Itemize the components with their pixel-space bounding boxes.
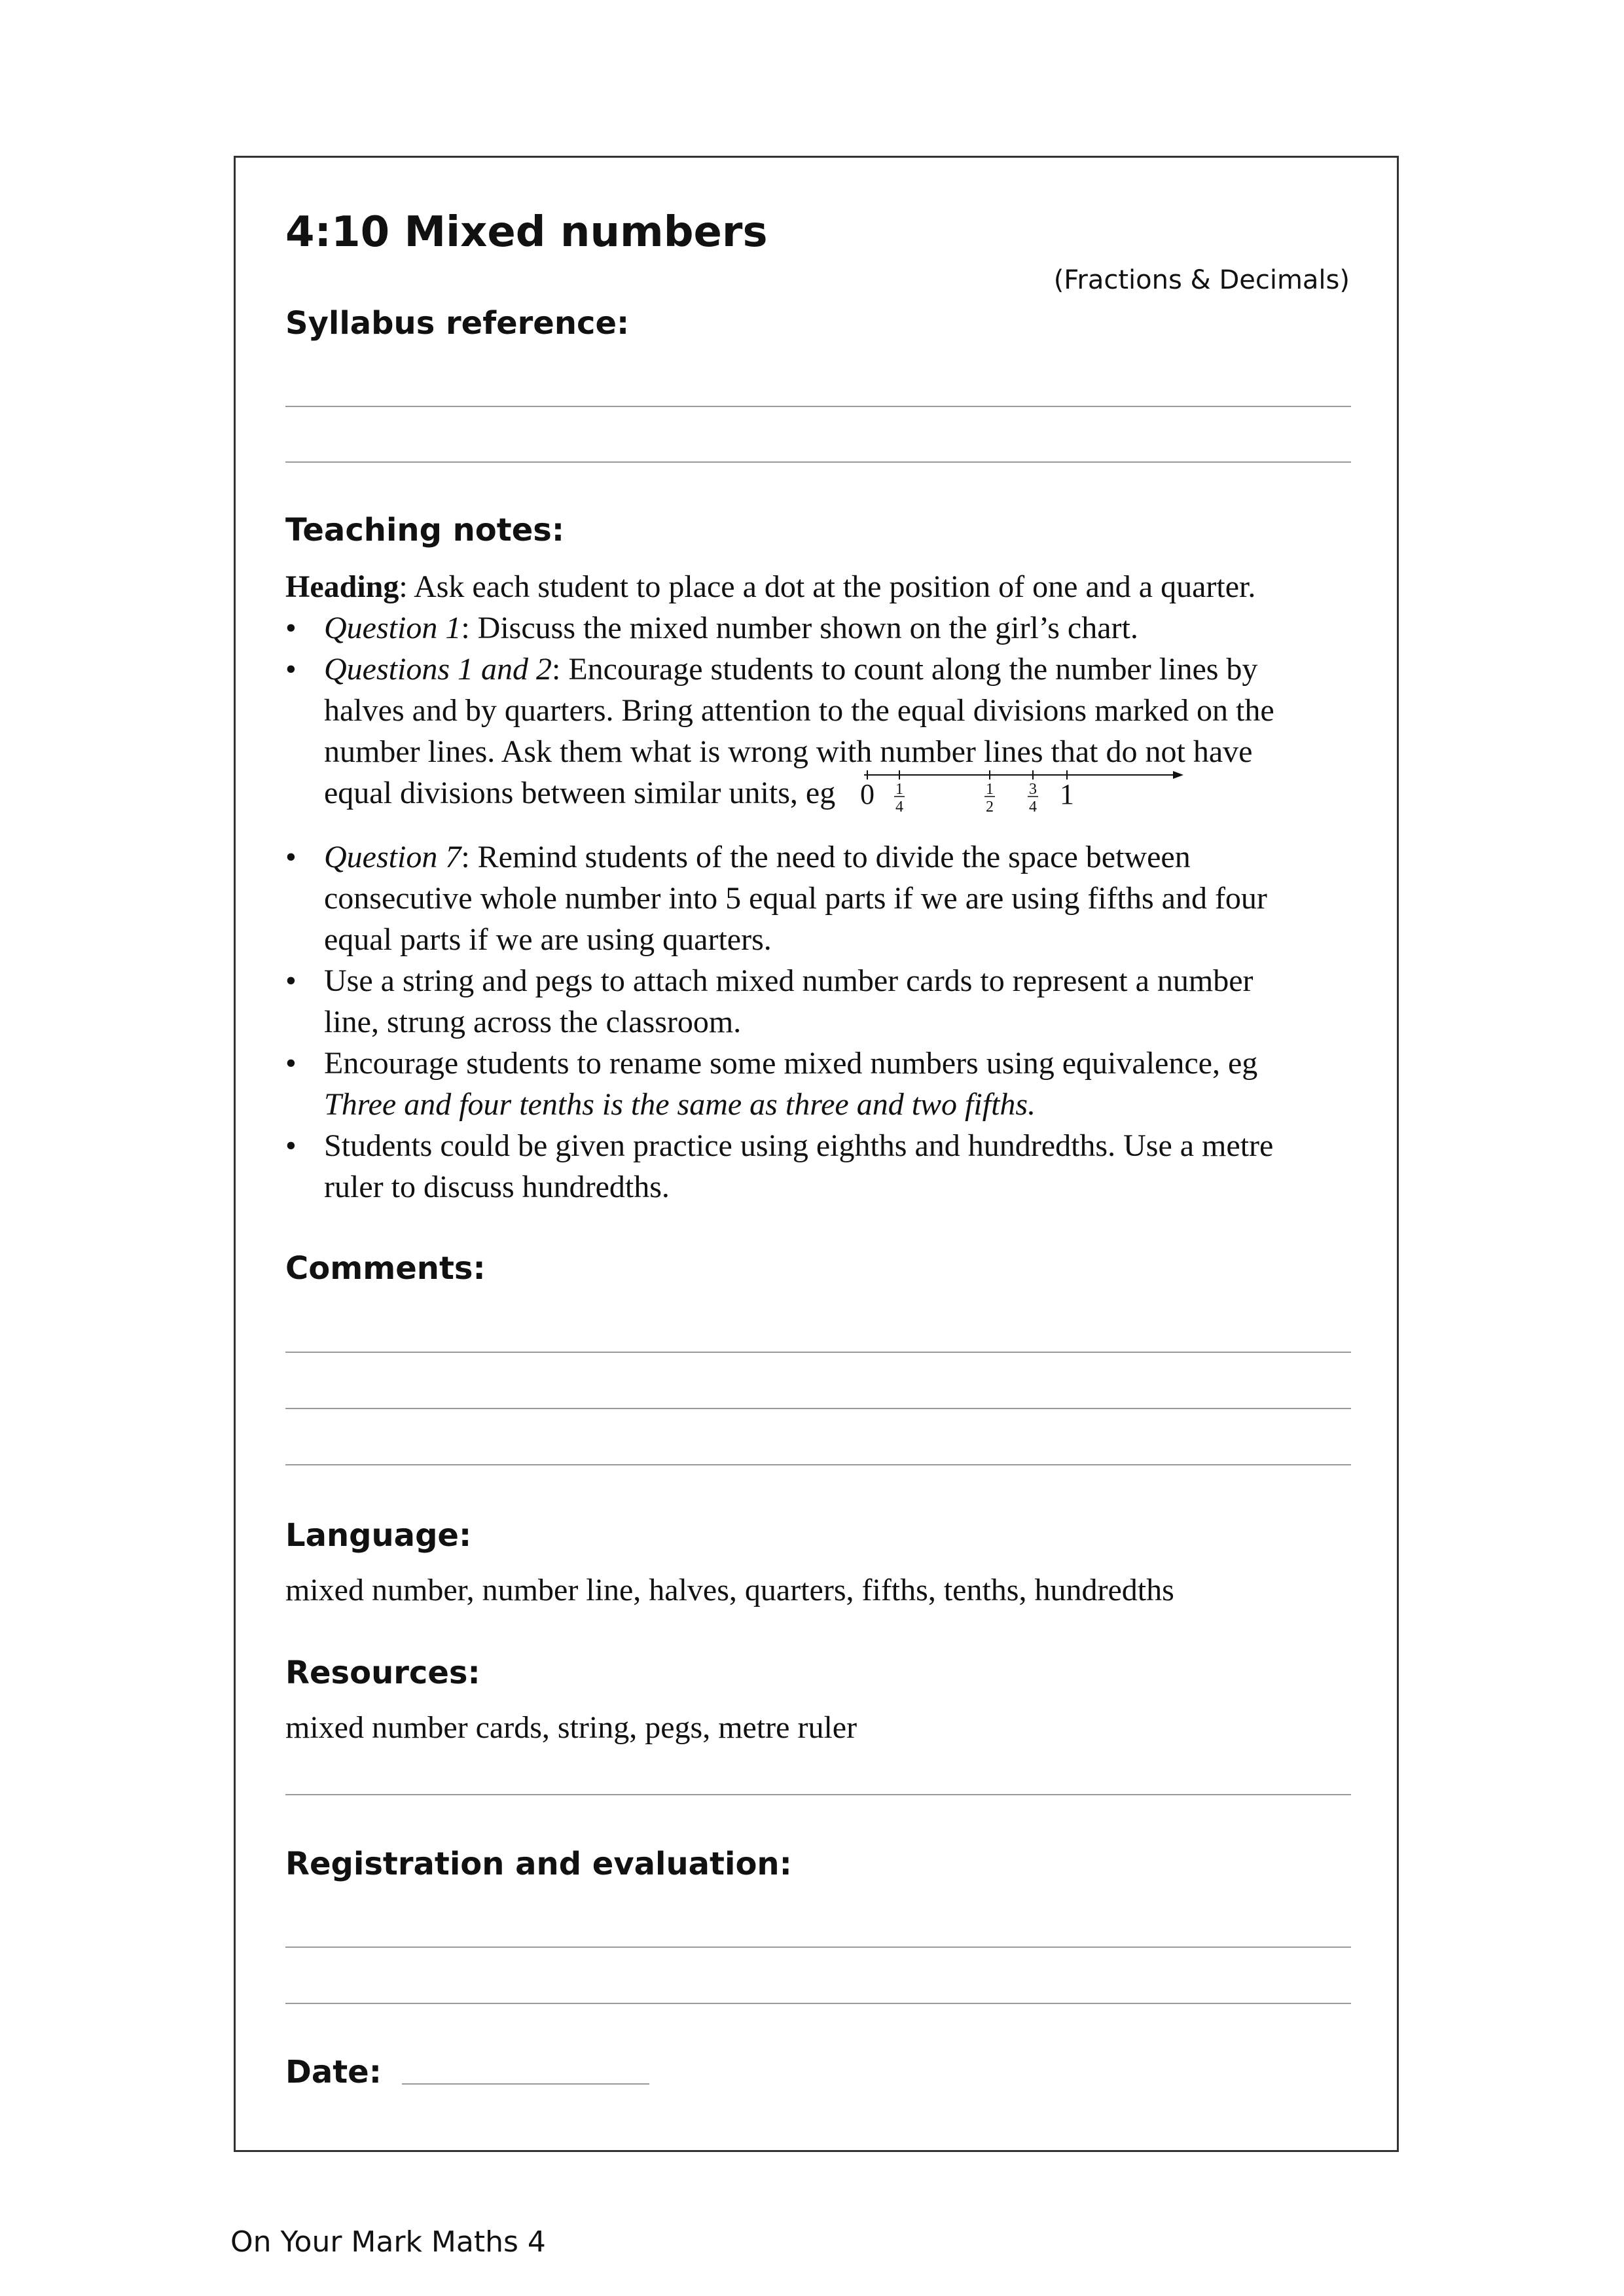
language-heading: Language: <box>285 1517 472 1554</box>
bullet-line <box>324 1001 1359 1043</box>
teaching-bullet <box>285 1043 1359 1125</box>
bullet-text: Encourage students to rename some mixed numbers using equivalence, eg <box>324 1046 1258 1081</box>
date-line <box>402 2083 649 2085</box>
footer-text: On Your Mark Maths 4 <box>230 2225 546 2259</box>
bullet-line <box>324 919 1359 960</box>
bullet-text: consecutive whole number into 5 equal parts if we are using fifths and four <box>324 881 1267 916</box>
bullet-line <box>324 649 1359 690</box>
bullet-text: halves and by quarters. Bring attention to the equal divisions marked on the <box>324 693 1274 728</box>
syllabus-heading: Syllabus reference: <box>285 305 630 342</box>
italic-example: Three and four tenths is the same as three and two fifths. <box>324 1087 1036 1122</box>
page-title: 4:10 Mixed numbers <box>285 208 768 257</box>
bullet-text: equal divisions between similar units, eg <box>324 776 836 810</box>
number-line-fraction-denominator: 4 <box>895 798 904 816</box>
bullet-text: : Encourage students to count along the number lines by <box>552 652 1258 687</box>
heading-note-text: : Ask each student to place a dot at the position of one and a quarter. <box>399 569 1256 604</box>
question-ref: Questions 1 and 2 <box>324 652 552 687</box>
bullet-text: : Remind students of the need to divide the space between <box>461 840 1191 874</box>
comments-line-3 <box>285 1464 1351 1465</box>
bullet-line <box>324 731 1359 772</box>
registration-line-1 <box>285 1946 1351 1948</box>
number-line-label-end: 1 <box>1060 778 1075 810</box>
bullet-line <box>324 772 1359 836</box>
teaching-notes-list <box>285 607 1359 1208</box>
syllabus-line-1 <box>285 406 1351 407</box>
bullet-text: : Discuss the mixed number shown on the girl’s chart. <box>461 611 1138 645</box>
number-line-fraction-numerator: 1 <box>895 781 904 798</box>
number-line-label-start: 0 <box>860 778 875 810</box>
bullet-line <box>324 878 1359 919</box>
bullet-line <box>324 607 1359 649</box>
comments-heading: Comments: <box>285 1250 486 1287</box>
bullet-line <box>324 1125 1359 1166</box>
syllabus-line-2 <box>285 461 1351 463</box>
bullet-text: number lines. Ask them what is wrong with number lines that do not have <box>324 734 1253 769</box>
resources-heading: Resources: <box>285 1655 480 1691</box>
number-line-fraction-numerator: 3 <box>1029 781 1038 798</box>
registration-heading: Registration and evaluation: <box>285 1846 792 1882</box>
language-text: mixed number, number line, halves, quarters, fifths, tenths, hundredths <box>285 1573 1174 1607</box>
bullet-line <box>324 690 1359 731</box>
bullet-line <box>324 1084 1359 1125</box>
teaching-bullet <box>285 960 1359 1043</box>
teaching-notes-body <box>285 566 1359 1208</box>
heading-note <box>285 566 1359 607</box>
resources-line <box>285 1794 1351 1795</box>
comments-line-2 <box>285 1408 1351 1409</box>
strand-label: (Fractions & Decimals) <box>1053 265 1350 295</box>
bullet-line <box>324 1166 1359 1208</box>
number-line-fraction-denominator: 2 <box>986 798 994 816</box>
registration-line-2 <box>285 2003 1351 2004</box>
heading-term: Heading <box>285 569 399 604</box>
resources-text: mixed number cards, string, pegs, metre ruler <box>285 1710 857 1745</box>
unequal-number-line-example <box>859 770 1186 816</box>
comments-line-1 <box>285 1352 1351 1353</box>
teaching-bullet <box>285 1125 1359 1208</box>
teaching-notes-heading: Teaching notes: <box>285 512 565 548</box>
bullet-line <box>324 836 1359 878</box>
number-line-fraction-denominator: 4 <box>1029 798 1038 816</box>
bullet-text: line, strung across the classroom. <box>324 1005 742 1039</box>
number-line-svg <box>859 770 1186 816</box>
bullet-text: ruler to discuss hundredths. <box>324 1170 670 1204</box>
question-ref: Question 1 <box>324 611 461 645</box>
bullet-text: equal parts if we are using quarters. <box>324 922 772 957</box>
number-line-fraction-numerator: 1 <box>986 781 994 798</box>
teaching-bullet <box>285 649 1359 836</box>
bullet-text: Students could be given practice using eighths and hundredths. Use a metre <box>324 1128 1274 1163</box>
question-ref: Question 7 <box>324 840 461 874</box>
bullet-line <box>324 1043 1359 1084</box>
bullet-line <box>324 960 1359 1001</box>
teaching-bullet <box>285 836 1359 960</box>
number-line-arrowhead <box>1173 771 1183 779</box>
teaching-bullet <box>285 607 1359 649</box>
bullet-text: Use a string and pegs to attach mixed number cards to represent a number <box>324 963 1254 998</box>
date-label: Date: <box>285 2054 382 2090</box>
